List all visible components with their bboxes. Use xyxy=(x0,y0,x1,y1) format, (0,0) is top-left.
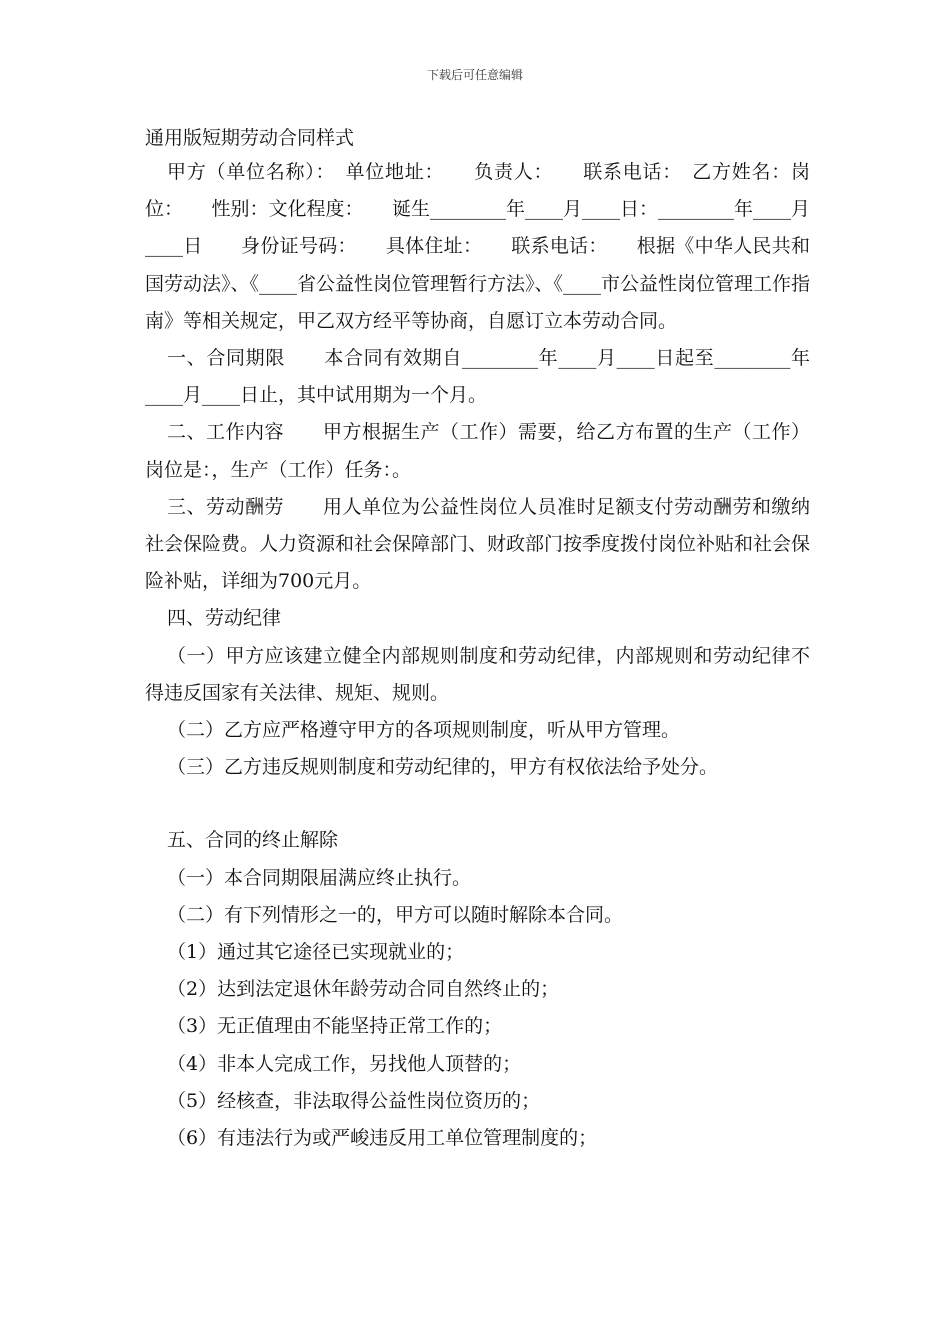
list-item: （1）通过其它途径已实现就业的； xyxy=(167,941,465,964)
section-heading-termination: 五、合同的终止解除 xyxy=(167,829,339,852)
paragraph-discipline-3: （三）乙方违反规则制度和劳动纪律的，甲方有权依法给予处分。 xyxy=(167,756,719,779)
paragraph-parties: 甲方（单位名称）： 单位地址： 负责人： 联系电话： 乙方姓名：岗位： 性别：文化程度： 诞生________年____月____日：________年____月____日 身份证号码： 具体住址： 联系电话： 根据《中华人民共和国劳动法》、《____省公益性岗位管理暂行方法》、《____市公益性岗位管理工作指南》等相关规定，甲乙双方经平等协商，自愿订立本劳动合同。 xyxy=(145,161,811,332)
list-item: （2）达到法定退休年龄劳动合同自然终止的； xyxy=(167,978,560,1001)
section-heading-discipline: 四、劳动纪律 xyxy=(167,607,282,630)
paragraph-termination-1: （一）本合同期限届满应终止执行。 xyxy=(167,866,472,889)
page-header: 下载后可任意编辑 xyxy=(426,68,523,82)
document-title: 通用版短期劳动合同样式 xyxy=(145,127,355,149)
paragraph-work-content: 二、工作内容 甲方根据生产（工作）需要，给乙方布置的生产（工作）岗位是：，生产（工作）任务：。 xyxy=(145,421,810,481)
list-item: （5）经核查，非法取得公益性岗位资历的； xyxy=(167,1089,541,1112)
list-item: （4）非本人完成工作，另找他人顶替的； xyxy=(167,1052,522,1075)
document-body xyxy=(145,154,810,1157)
paragraph-termination-2: （二）有下列情形之一的，甲方可以随时解除本合同。 xyxy=(167,903,624,926)
paragraph-discipline-2: （二）乙方应严格遵守甲方的各项规则制度，听从甲方管理。 xyxy=(167,719,681,742)
list-item: （6）有违法行为或严峻违反用工单位管理制度的； xyxy=(167,1127,598,1150)
list-item: （3）无正值理由不能坚持正常工作的； xyxy=(167,1015,503,1038)
paragraph-gap xyxy=(145,786,810,822)
paragraph-remuneration: 三、劳动酬劳 用人单位为公益性岗位人员准时足额支付劳动酬劳和缴纳社会保险费。人力资源和社会保障部门、财政部门按季度拨付岗位补贴和社会保险补贴，详细为700元月。 xyxy=(145,495,811,593)
paragraph-discipline-1: （一）甲方应该建立健全内部规则制度和劳动纪律，内部规则和劳动纪律不得违反国家有关法律、规矩、规则。 xyxy=(145,644,810,704)
paragraph-term: 一、合同期限 本合同有效期自________年____月____日起至________年____月____日止，其中试用期为一个月。 xyxy=(145,347,810,407)
